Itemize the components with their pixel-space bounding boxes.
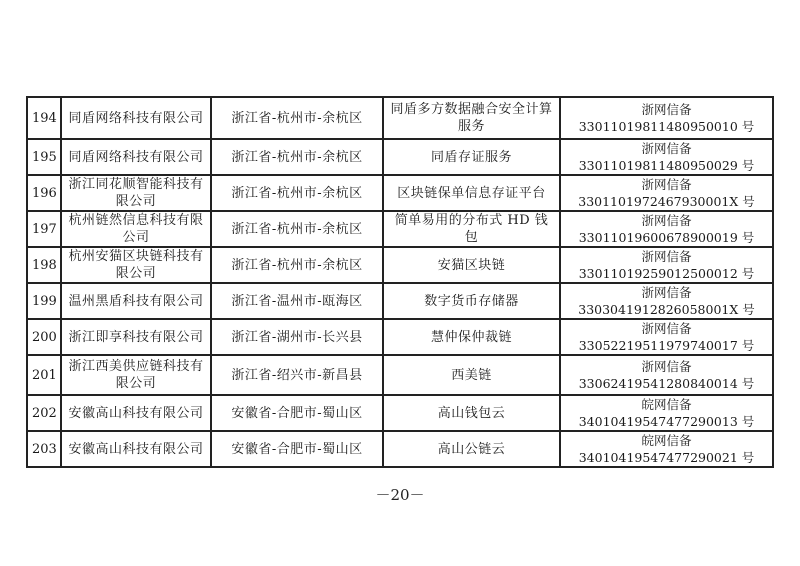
service-name-cell: 区块链保单信息存证平台: [383, 175, 560, 211]
location-cell: 浙江省-绍兴市-新昌县: [211, 355, 383, 395]
record-number-cell: 浙网信备 33011019600678900019 号: [560, 211, 773, 247]
table-row: [27, 139, 773, 175]
service-name-cell: 西美链: [383, 355, 560, 395]
service-name-cell: 高山公链云: [383, 431, 560, 467]
service-name-cell: 同盾多方数据融合安全计算服务: [383, 97, 560, 139]
serial-number-cell: 196: [27, 175, 61, 211]
company-name-cell: 安徽高山科技有限公司: [61, 395, 211, 431]
location-cell: 安徽省-合肥市-蜀山区: [211, 395, 383, 431]
record-number-cell: 浙网信备 33011019811480950029 号: [560, 139, 773, 175]
company-name-cell: 浙江西美供应链科技有限公司: [61, 355, 211, 395]
table-row: [27, 97, 773, 139]
record-number-cell: 皖网信备 34010419547477290013 号: [560, 395, 773, 431]
location-cell: 浙江省-杭州市-余杭区: [211, 175, 383, 211]
serial-number-cell: 202: [27, 395, 61, 431]
company-name-cell: 杭州链然信息科技有限公司: [61, 211, 211, 247]
table-row: [27, 247, 773, 283]
serial-number-cell: 194: [27, 97, 61, 139]
location-cell: 浙江省-杭州市-余杭区: [211, 97, 383, 139]
location-cell: 浙江省-杭州市-余杭区: [211, 139, 383, 175]
location-cell: 浙江省-杭州市-余杭区: [211, 211, 383, 247]
serial-number-cell: 203: [27, 431, 61, 467]
serial-number-cell: 201: [27, 355, 61, 395]
location-cell: 浙江省-杭州市-余杭区: [211, 247, 383, 283]
company-name-cell: 温州黑盾科技有限公司: [61, 283, 211, 319]
page-number: －20－: [375, 486, 425, 504]
record-number-cell: 浙网信备 3303041912826058001X 号: [560, 283, 773, 319]
service-name-cell: 高山钱包云: [383, 395, 560, 431]
record-number-cell: 浙网信备 33011019259012500012 号: [560, 247, 773, 283]
registry-table: [26, 96, 774, 468]
location-cell: 浙江省-温州市-瓯海区: [211, 283, 383, 319]
service-name-cell: 安猫区块链: [383, 247, 560, 283]
record-number-cell: 浙网信备 33052219511979740017 号: [560, 319, 773, 355]
table-row: [27, 355, 773, 395]
serial-number-cell: 198: [27, 247, 61, 283]
serial-number-cell: 197: [27, 211, 61, 247]
table-row: [27, 283, 773, 319]
company-name-cell: 浙江同花顺智能科技有限公司: [61, 175, 211, 211]
table-row: [27, 211, 773, 247]
table-row: [27, 319, 773, 355]
company-name-cell: 同盾网络科技有限公司: [61, 97, 211, 139]
record-number-cell: 浙网信备 3301101972467930001X 号: [560, 175, 773, 211]
serial-number-cell: 200: [27, 319, 61, 355]
location-cell: 安徽省-合肥市-蜀山区: [211, 431, 383, 467]
company-name-cell: 安徽高山科技有限公司: [61, 431, 211, 467]
table-row: [27, 431, 773, 467]
table-row: [27, 175, 773, 211]
company-name-cell: 杭州安猫区块链科技有限公司: [61, 247, 211, 283]
location-cell: 浙江省-湖州市-长兴县: [211, 319, 383, 355]
table-row: [27, 395, 773, 431]
company-name-cell: 同盾网络科技有限公司: [61, 139, 211, 175]
service-name-cell: 简单易用的分布式 HD 钱包: [383, 211, 560, 247]
serial-number-cell: 199: [27, 283, 61, 319]
record-number-cell: 浙网信备 33011019811480950010 号: [560, 97, 773, 139]
record-number-cell: 浙网信备 33062419541280840014 号: [560, 355, 773, 395]
service-name-cell: 同盾存证服务: [383, 139, 560, 175]
service-name-cell: 数字货币存储器: [383, 283, 560, 319]
registry-table-body: [27, 97, 773, 467]
record-number-cell: 皖网信备 34010419547477290021 号: [560, 431, 773, 467]
serial-number-cell: 195: [27, 139, 61, 175]
company-name-cell: 浙江即享科技有限公司: [61, 319, 211, 355]
service-name-cell: 慧仲保仲裁链: [383, 319, 560, 355]
